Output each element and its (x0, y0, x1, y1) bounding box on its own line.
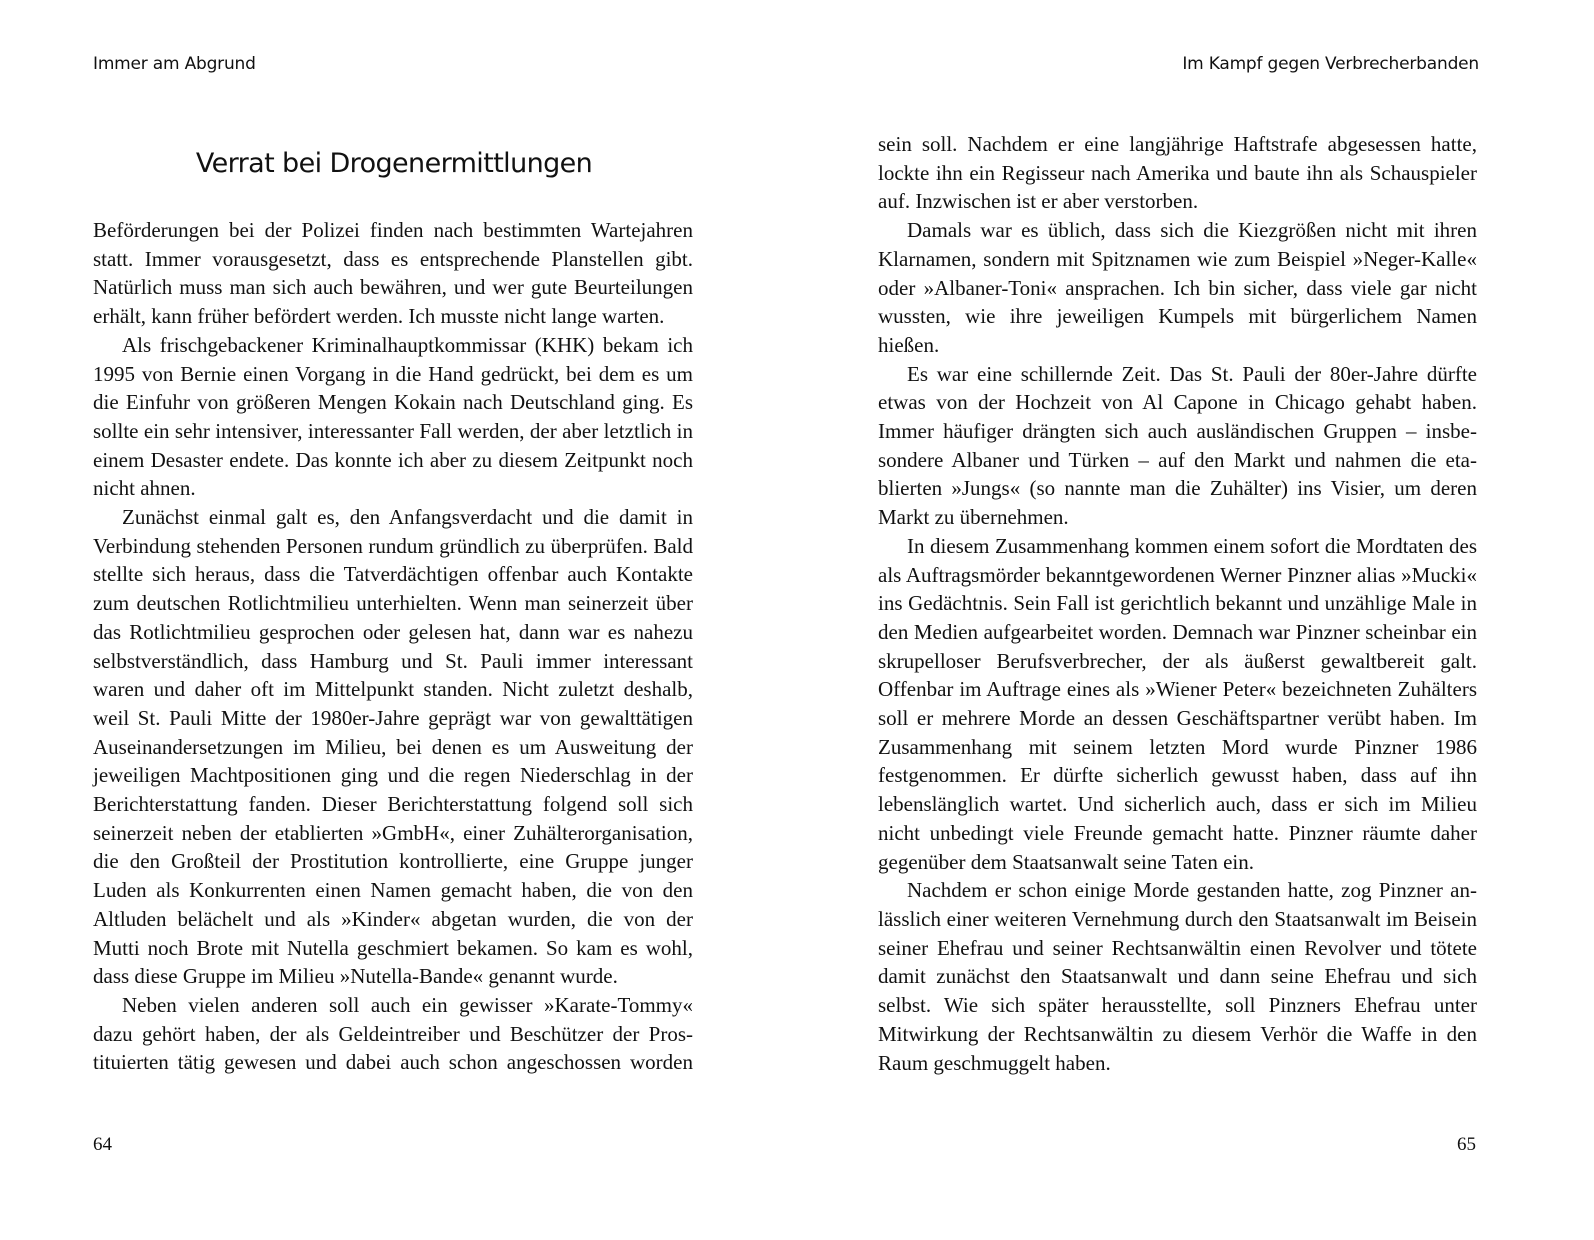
paragraph: Zunächst einmal galt es, den Anfangsverdacht und die damit in Verbindung stehenden Personen rundum gründlich zu überprüfen. Bald stellte sich heraus, dass die Tatverdächtigen offenbar auch Kontakte zum deutschen Rotlichtmilieu unterhielten. Wenn man seinerzeit über das Rotlichtmilieu gesprochen oder gelesen hat, dann war es nahezu selbstverständlich, dass Hamburg und St. Pauli immer interessant waren und daher oft im Mittelpunkt standen. Nicht zuletzt deshalb, weil St. Pauli Mitte der 1980er-Jahre geprägt war von gewalttätigen Auseinandersetzungen im Milieu, bei denen es um Ausweitung der jeweiligen Machtpositionen ging und die regen Niederschlag in der Berichterstattung fanden. Dieser Berichterstattung folgend soll sich seinerzeit neben der etablierten »GmbH«, einer Zuhälterorganisation, die den Großteil der Prostitution kontrollierte, eine Gruppe junger Luden als Konkurrenten einen Namen gemacht haben, die von den Altluden belächelt und als »Kinder« abgetan wurden, die von der Mutti noch Brote mit Nutella geschmiert bekamen. So kam es wohl, dass diese Gruppe im Milieu »Nutella-Bande« genannt wurde. (93, 505, 693, 989)
paragraph: Neben vielen anderen soll auch ein gewisser »Karate-Tommy« dazu gehört haben, der als Geldeintreiber und Beschützer der Prostituierten tätig gewesen und dabei auch schon angeschossen worden (93, 992, 693, 1075)
page-number-left: 64 (93, 1134, 112, 1155)
right-page (797, 0, 1594, 1240)
paragraph: Beförderungen bei der Polizei finden nach bestimmten Wartejahren statt. Immer vorausgesetzt, dass es entsprechende Planstellen gibt. Natürlich muss man sich auch bewähren, und wer gute Beurteilungen erhält, kann früher befördert werden. Ich musste nicht lange warten. (93, 218, 693, 329)
paragraph: In diesem Zusammenhang kommen einem sofort die Mordtaten des als Auftragsmörder bekanntgewordenen Werner Pinzner alias »Mucki« ins Gedächtnis. Sein Fall ist gerichtlich bekannt und unzählige Male in den Medien aufgearbeitet worden. Demnach war Pinzner scheinbar ein skrupelloser Berufsverbrecher, der als äußerst gewaltbereit galt. Offenbar im Auftrage eines als »Wiener Peter« bezeichneten Zuhälters soll er mehrere Morde an dessen Geschäftspartner verübt haben. Im Zusammenhang mit seinem letzten Mord wurde Pinzner 1986 festgenommen. Er dürfte sicherlich gewusst haben, dass auf ihn lebenslänglich wartet. Und sicherlich auch, dass er sich im Milieu nicht unbedingt viele Freunde gemacht hatte. Pinzner räumte daher gegenüber dem Staatsanwalt seine Taten ein. (878, 533, 1477, 874)
chapter-title: Verrat bei Drogenermittlungen (195, 148, 593, 179)
left-page-body (93, 216, 693, 1077)
page-number-right: 65 (1457, 1134, 1476, 1155)
running-head-left: Immer am Abgrund (93, 54, 256, 74)
right-page-body (878, 130, 1477, 1077)
paragraph: sein soll. Nachdem er eine langjährige Haftstrafe abgesessen hatte, lockte ihn ein Regisseur nach Amerika und baute ihn als Schauspieler auf. Inzwischen ist er aber verstorben. (878, 132, 1477, 214)
paragraph: Damals war es üblich, dass sich die Kiezgrößen nicht mit ihren Klarnamen, sondern mit Spitznamen wie zum Beispiel »Neger-Kalle« oder »Albaner-Toni« ansprachen. Ich bin sicher, dass viele gar nicht wussten, wie ihre jeweiligen Kumpels mit bürgerlichem Namen hießen. (878, 218, 1477, 357)
paragraph: Nachdem er schon einige Morde gestanden hatte, zog Pinzner anlässlich einer weiteren Vernehmung durch den Staatsanwalt im Beisein seiner Ehefrau und seiner Rechtsanwältin einen Revolver und tötete damit zunächst den Staatsanwalt und dann seine Ehefrau und sich selbst. Wie sich später herausstellte, soll Pinzners Ehefrau unter Mitwirkung der Rechtsanwältin zu diesem Verhör die Waffe in den Raum geschmuggelt haben. (878, 878, 1477, 1075)
paragraph: Als frischgebackener Kriminalhauptkommissar (KHK) bekam ich 1995 von Bernie einen Vorgang in die Hand gedrückt, bei dem es um die Einfuhr von größeren Mengen Kokain nach Deutschland ging. Es sollte ein sehr intensiver, interessanter Fall werden, der aber letztlich in einem Desaster endete. Das konnte ich aber zu diesem Zeitpunkt noch nicht ahnen. (93, 332, 693, 501)
paragraph: Es war eine schillernde Zeit. Das St. Pauli der 80er-Jahre dürfte etwas von der Hochzeit von Al Capone in Chicago gehabt haben. Immer häufiger drängten sich auch ausländischen Gruppen – insbesondere Albaner und Türken – auf den Markt und nahmen die etablierten »Jungs« (so nannte man die Zuhälter) ins Visier, um deren Markt zu übernehmen. (878, 361, 1477, 530)
running-head-right: Im Kampf gegen Verbrecherbanden (1182, 54, 1479, 74)
